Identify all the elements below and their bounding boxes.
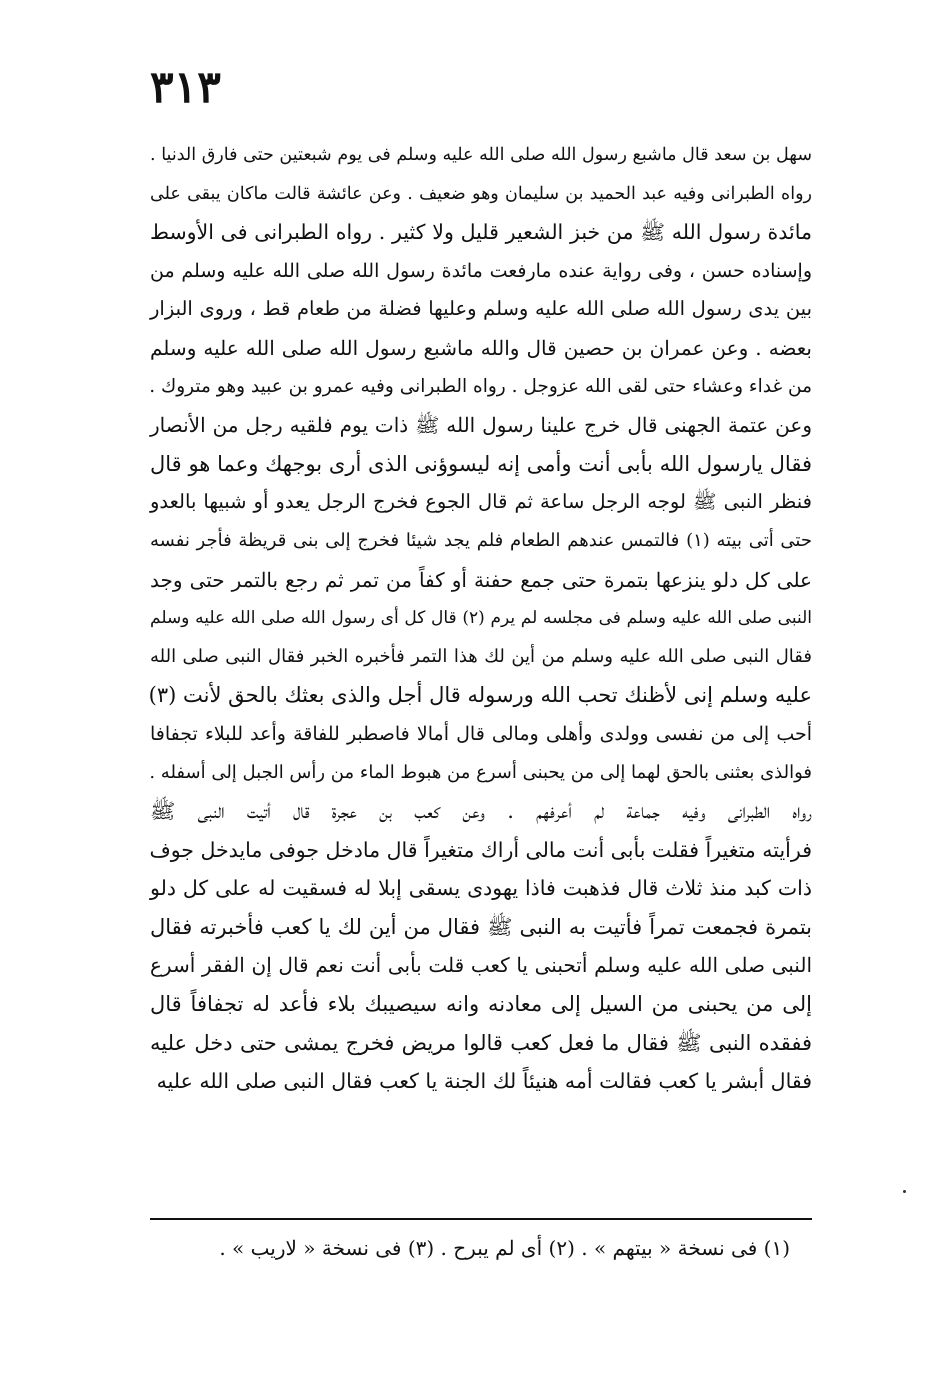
text-line: مائدة رسول الله ﷺ من خبز الشعير قليل ولا كثير . رواه الطبرانى فى الأوسط xyxy=(150,220,812,245)
main-text xyxy=(150,136,812,1101)
text-line: فقال أبشر يا كعب فقالت أمه هنيئاً لك الجنة يا كعب فقال النبى صلى الله عليه xyxy=(156,1069,812,1094)
text-line: فوالذى بعثنى بالحق لهما إلى من يحبنى أسرع من هبوط الماء من رأس الجبل إلى أسفله . xyxy=(149,761,812,783)
text-line: ذات كبد منذ ثلاث قال فذهبت فاذا يهودى يسقى إبلا له فسقيت له على كل دلو xyxy=(150,876,812,901)
text-line: أحب إلى من نفسى وولدى وأهلى ومالى قال أمالا فاصطبر للفاقة وأعد للبلاء تجفافا xyxy=(150,722,812,745)
text-line: النبى صلى الله عليه وسلم فى مجلسه لم يرم (٢) قال كل أى رسول الله صلى الله عليه وسلم xyxy=(150,608,812,629)
footnote-divider xyxy=(150,1218,812,1220)
text-line: إلى من يحبنى من السيل إلى معادنه وانه سيصيبك بلاء فأعد له تجفافاً قال xyxy=(150,992,812,1017)
text-line: بتمرة فجمعت تمراً فأتيت به النبى ﷺ فقال من أين لك يا كعب فأخبرته فقال xyxy=(150,914,812,939)
text-line: رواه الطبرانى وفيه جماعة لم أعرفهم . وعن كعب بن عجرة قال أتيت النبى ﷺ xyxy=(150,799,812,824)
text-line: حتى أتى بيته (١) فالتمس عندهم الطعام فلم يجد شيئا فخرج إلى بنى قريظة فأجر نفسه xyxy=(150,529,812,551)
text-line: من غداء وعشاء حتى لقى الله عزوجل . رواه الطبرانى وفيه عمرو بن عبيد وهو متروك . xyxy=(149,375,812,397)
text-line: عليه وسلم إنى لأظنك تحب الله ورسوله قال أجل والذى بعثك بالحق لأنت (٣) xyxy=(148,683,812,708)
text-line: وعن عتمة الجهنى قال خرج علينا رسول الله ﷺ ذات يوم فلقيه رجل من الأنصار xyxy=(150,413,812,438)
page-number: ٣١٣ xyxy=(150,62,221,113)
footnotes: (١) فى نسخة « بيتهم » . (٢) أى لم يبرح . (٣) فى نسخة « لاريب » . xyxy=(219,1236,790,1260)
text-line: فنظر النبى ﷺ لوجه الرجل ساعة ثم قال الجوع فخرج الرجل يعدو أو شبيها بالعدو xyxy=(150,490,812,514)
text-line: فقال النبى صلى الله عليه وسلم من أين لك هذا التمر فأخبره الخبر فقال النبى صلى الله xyxy=(150,645,812,667)
text-line: ففقده النبى ﷺ فقال ما فعل كعب قالوا مريض فخرج يمشى حتى دخل عليه xyxy=(150,1030,812,1055)
text-line: وإسناده حسن ، وفى رواية عنده مارفعت مائدة رسول الله صلى الله عليه وسلم من xyxy=(150,259,812,282)
text-line: النبى صلى الله عليه وسلم أتحبنى يا كعب قلت بأبى أنت نعم قال إن الفقر أسرع xyxy=(150,953,812,978)
text-line: على كل دلو ينزعها بتمرة حتى جمع حفنة أو كفاً من تمر ثم رجع بالتمر حتى وجد xyxy=(150,567,812,592)
text-line: فرأيته متغيراً فقلت بأبى أنت مالى أراك متغيراً قال مادخل جوفى مايدخل جوف xyxy=(149,837,812,862)
text-line: بين يدى رسول الله صلى الله عليه وسلم وعليها فضلة من طعام قط ، وروى البزار xyxy=(150,297,812,321)
text-line: فقال يارسول الله بأبى أنت وأمى إنه ليسوؤنى الذى أرى بوجهك وعما هو قال xyxy=(150,451,812,476)
text-line: سهل بن سعد قال ماشبع رسول الله صلى الله عليه وسلم فى يوم شبعتين حتى فارق الدنيا . xyxy=(150,145,812,165)
page-speck xyxy=(903,1190,906,1193)
text-line: بعضه . وعن عمران بن حصين قال والله ماشبع رسول الله صلى الله عليه وسلم xyxy=(150,335,812,360)
text-line: رواه الطبرانى وفيه عبد الحميد بن سليمان وهو ضعيف . وعن عائشة قالت ماكان يبقى على xyxy=(150,183,812,204)
